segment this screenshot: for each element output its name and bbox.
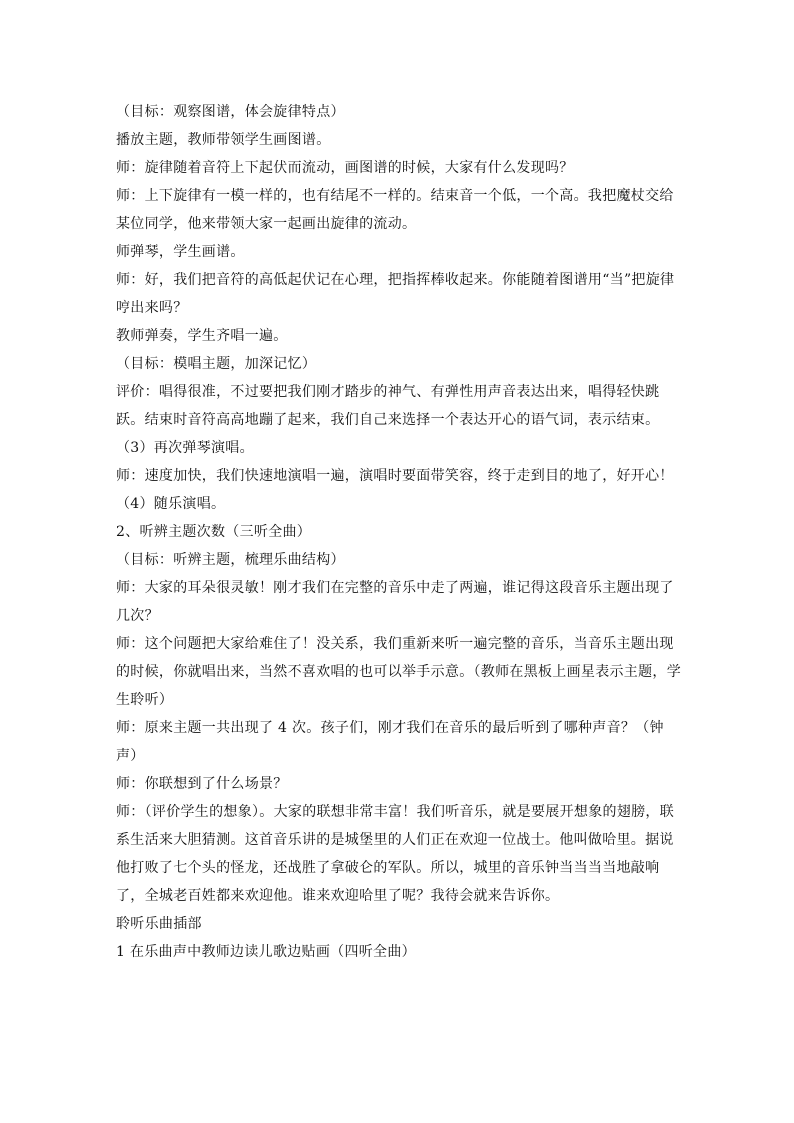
paragraph-step-4: （4）随乐演唱。 [116, 496, 226, 512]
paragraph-step-1-rhyme: 1 在乐曲声中教师边读儿歌边贴画（四听全曲） [116, 944, 416, 960]
paragraph-play-theme: 播放主题，教师带领学生画图谱。 [116, 132, 331, 148]
paragraph-teacher-problem: 师：这个问题把大家给难住了！没关系，我们重新来听一遍完整的音乐，当音乐主题出现的时候，你就唱出来，当然不喜欢唱的也可以举手示意。（教师在黑板上画星表示主题，学生聆听） [116, 636, 681, 708]
paragraph-listen-episode: 聆听乐曲插部 [116, 916, 202, 932]
paragraph-goal-listen: （目标：听辨主题，梳理乐曲结构） [116, 552, 345, 568]
paragraph-teacher-question: 师：旋律随着音符上下起伏而流动，画图谱的时候，大家有什么发现吗？ [116, 160, 574, 176]
paragraph-sing-together: 教师弹奏，学生齐唱一遍。 [116, 328, 288, 344]
paragraph-teacher-story: 师：（评价学生的想象）。大家的联想非常丰富！我们听音乐，就是要展开想象的翅膀，联系生活来大胆猜测。这首音乐讲的是城堡里的人们正在欢迎一位战士。他叫做哈里。据说他打败了七个头的怪龙，还战胜了拿破仑的军队。所以，城里的音乐钟当当当当地敲响了，全城老百姓都来欢迎他。谁来欢迎哈里了呢？我待会就来告诉你。 [116, 804, 674, 904]
paragraph-evaluation: 评价：唱得很准，不过要把我们刚才踏步的神气、有弹性用声音表达出来，唱得轻快跳跃。结束时音符高高地蹦了起来，我们自己来选择一个表达开心的语气词，表示结束。 [116, 384, 660, 428]
document-body [116, 98, 681, 966]
paragraph-teacher-ears: 师：大家的耳朵很灵敏！刚才我们在完整的音乐中走了两遍，谁记得这段音乐主题出现了几次？ [116, 580, 674, 624]
paragraph-goal-observe: （目标：观察图谱，体会旋律特点） [116, 104, 345, 120]
paragraph-teacher-scene: 师：你联想到了什么场景？ [116, 776, 288, 792]
paragraph-teacher-melody: 师：上下旋律有一模一样的，也有结尾不一样的。结束音一个低，一个高。我把魔杖交给某位同学，他来带领大家一起画出旋律的流动。 [116, 188, 674, 232]
paragraph-teacher-speed: 师：速度加快，我们快速地演唱一遍，演唱时要面带笑容，终于走到目的地了，好开心！ [116, 468, 674, 484]
paragraph-teacher-plays: 师弹琴，学生画谱。 [116, 244, 245, 260]
paragraph-goal-imitate: （目标：模唱主题，加深记忆） [116, 356, 317, 372]
section-heading-2: 2、听辨主题次数（三听全曲） [116, 524, 312, 540]
paragraph-step-3: （3）再次弹琴演唱。 [116, 440, 254, 456]
paragraph-teacher-hum: 师：好，我们把音符的高低起伏记在心理，把指挥棒收起来。你能随着图谱用“当”把旋律哼出来吗？ [116, 272, 675, 316]
paragraph-teacher-four-times: 师：原来主题一共出现了 4 次。孩子们，刚才我们在音乐的最后听到了哪种声音？（钟声） [116, 720, 664, 764]
